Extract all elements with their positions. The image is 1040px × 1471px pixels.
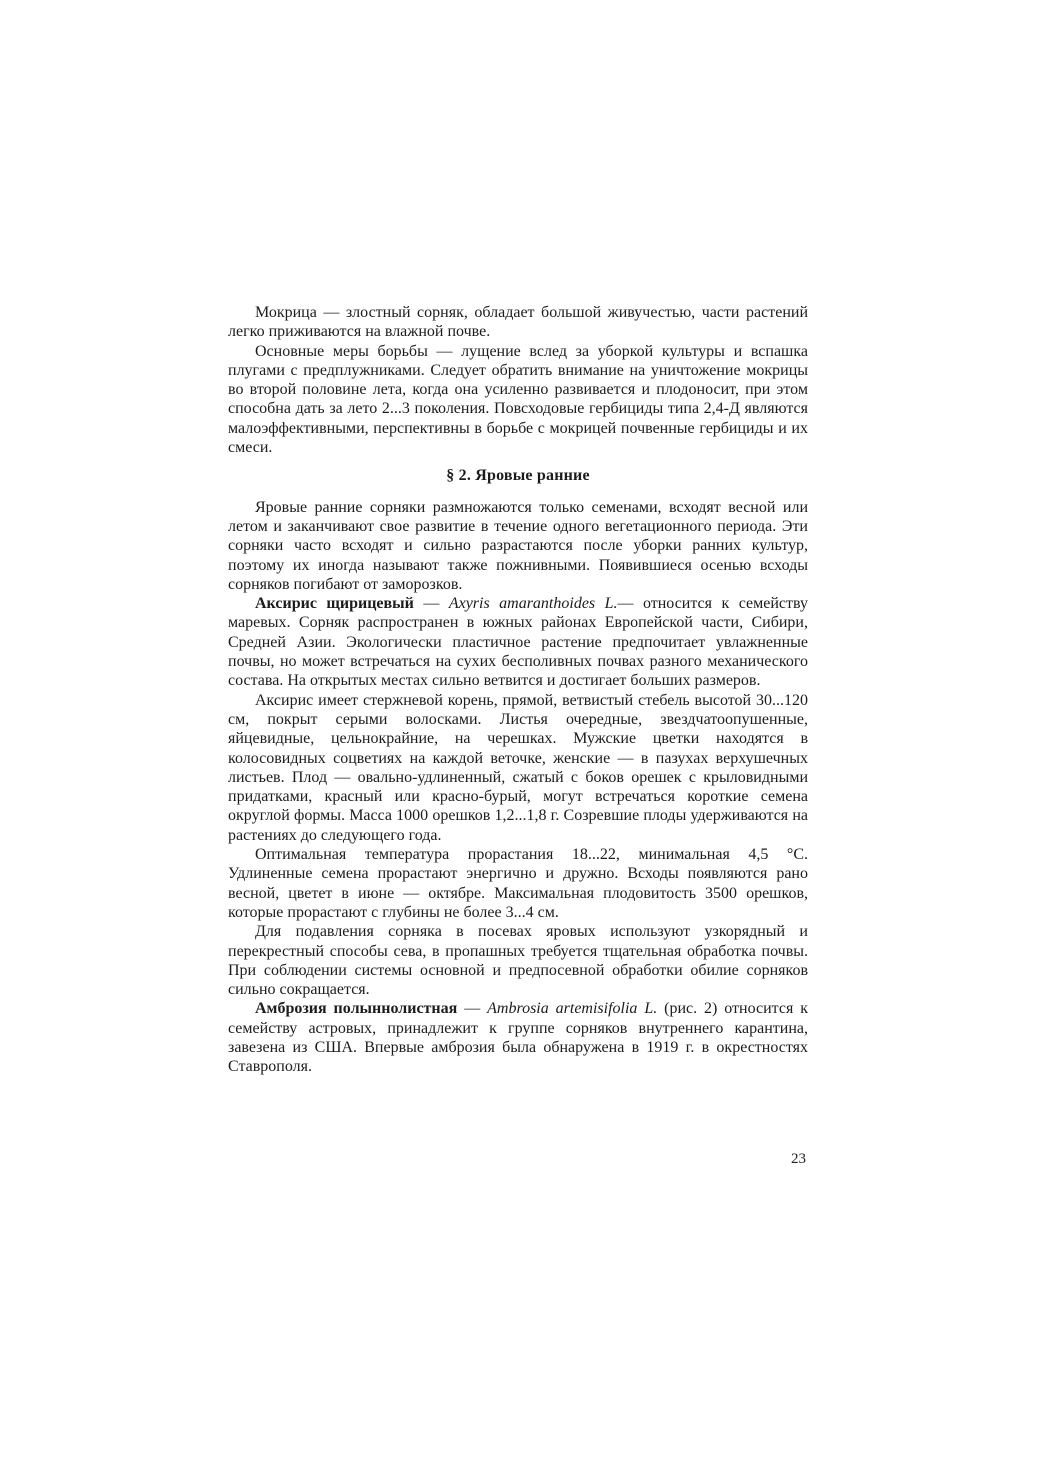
paragraph-axyris-germination: Оптимальная температура прорастания 18...22, минимальная 4,5 °С. Удлиненные семена прорастают энергично и дружно. Всходы появляются рано весной, цветет в июне — октябре. Максимальная плодовитость 3500 орешков, которые прорастают с глубины не более 3...4 см. [228,846,808,921]
paragraph-mokritsa-intro: Мокрица — злостный сорняк, обладает большой живучестью, части растений легко приживаются на влажной почве. [228,304,808,341]
paragraph-axyris-control: Для подавления сорняка в посевах яровых используют узкорядный и перекрестный способы сева, в пропашных требуется тщательная обработка почвы. При соблюдении системы основной и предпосевной обработки обилие сорняков сильно сокращается. [228,923,808,999]
paragraph-axyris-morphology: Аксирис имеет стержневой корень, прямой, ветвистый стебель высотой 30...120 см, покрыт серыми волосками. Листья очередные, звездчатоопушенные, яйцевидные, цельнокрайние, на черешках. Мужские цветки находятся в колосовидных соцветиях на каждой веточке, женские — в пазухах верхушечных листьев. Плод — овально-удлиненный, сжатый с боков орешек с крыловидными придатками, красный или красно-бурый, могут встречаться короткие семена округлой формы. Масса 1000 орешков 1,2...1,8 г. Созревшие плоды удерживаются на растениях до следующего года. [228,691,808,844]
term-ambrosia: Амброзия полыннолистная [255,1000,458,1018]
term-axyris: Аксирис щирицевый [255,595,414,613]
paragraph-control-measures: Основные меры борьбы — лущение вслед за уборкой культуры и вспашка плугами с предплужниками. Следует обратить внимание на уничтожение мокрицы во второй половине лета, когда она усиленно развивается и плодоносит, при этом способна дать за лето 2...3 поколения. Повсходовые гербициды типа 2,4-Д являются малоэффективными, перспективны в борьбе с мокрицей почвенные гербициды и их смеси. [228,342,808,457]
term-dash: — [413,595,449,613]
term-dash: — [457,1000,488,1018]
page-text-block [228,303,808,1077]
latin-name-ambrosia: Ambrosia artemisifolia L. [487,1000,658,1018]
page-number: 23 [791,1151,806,1167]
axyris-description: — относится к семейству маревых. Сорняк распространен в южных районах Европейской части, Сибири, Средней Азии. Экологически пластичное растение предпочитает увлажненные почвы, но может встречаться на сухих бесполивных почвах разного механического состава. На открытых местах сильно ветвится и достигает больших размеров. [228,595,808,690]
paragraph-spring-weeds: Яровые ранние сорняки размножаются только семенами, всходят весной или летом и заканчивают свое развитие в течение одного вегетационного периода. Эти сорняки часто всходят и сильно разрастаются после уборки ранних культур, поэтому их иногда называют также пожнивными. Появившиеся осенью всходы сорняков погибают от заморозков. [228,498,808,593]
section-heading: § 2. Яровые ранние [446,467,590,485]
ambrosia-description: (рис. 2) относится к семейству астровых, принадлежит к группе сорняков внутреннего карантина, завезена из США. Впервые амброзия была обнаружена в 1919 г. в окрестностях Ставрополя. [228,1000,809,1076]
latin-name-axyris: Axyris amaranthoides L. [448,595,618,613]
paragraph-axyris-intro [228,594,808,690]
paragraph-ambrosia-intro [228,999,808,1076]
